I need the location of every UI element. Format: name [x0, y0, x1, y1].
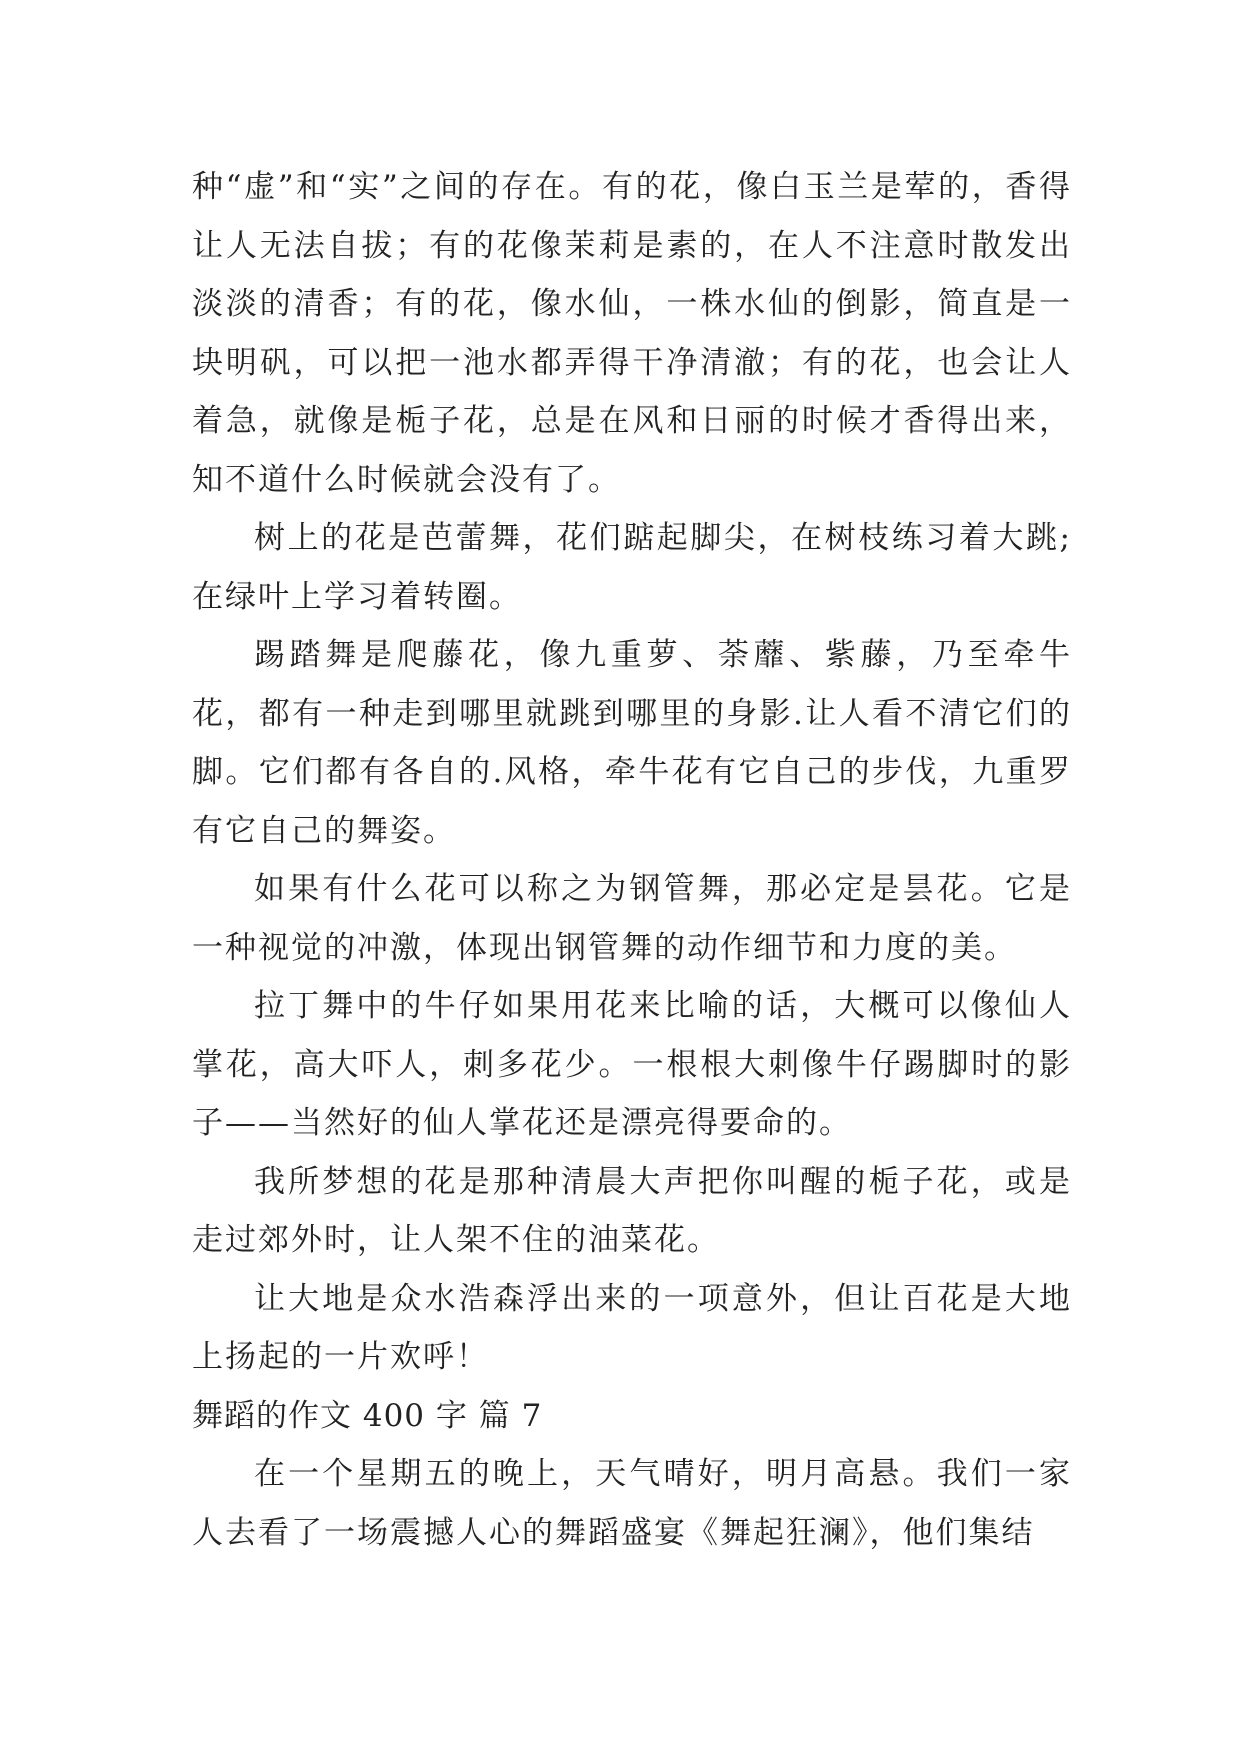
- document-page: [192, 158, 1072, 1562]
- paragraph-dream-flower: 我所梦想的花是那种清晨大声把你叫醒的栀子花，或是走过郊外时，让人架不住的油菜花。: [192, 1163, 1072, 1258]
- paragraph-latin-dance: 拉丁舞中的牛仔如果用花来比喻的话，大概可以像仙人掌花，高大吓人，刺多花少。一根根大刺像牛仔踢脚时的影子——当然好的仙人掌花还是漂亮得要命的。: [192, 988, 1072, 1141]
- paragraph-continuation: 种“虚”和“实”之间的存在。有的花，像白玉兰是荤的，香得让人无法自拔；有的花像茉莉是素的，在人不注意时散发出淡淡的清香；有的花，像水仙，一株水仙的倒影，简直是一块明矾，可以把一池水都弄得干净清澈；有的花，也会让人着急，就像是栀子花，总是在风和日丽的时候才香得出来，知不道什么时候就会没有了。: [192, 169, 1072, 498]
- section-heading: 舞蹈的作文 400 字 篇 7: [192, 1397, 543, 1434]
- paragraph-closing: 让大地是众水浩森浮出来的一项意外，但让百花是大地上扬起的一片欢呼！: [192, 1280, 1072, 1375]
- paragraph-pole-dance: 如果有什么花可以称之为钢管舞，那必定是昙花。它是一种视觉的冲激，体现出钢管舞的动作细节和力度的美。: [192, 871, 1072, 966]
- paragraph-tap-dance: 踢踏舞是爬藤花，像九重萝、荼蘼、紫藤，乃至牵牛花，都有一种走到哪里就跳到哪里的身影.让人看不清它们的脚。它们都有各自的.风格，牵牛花有它自己的步伐，九重罗有它自己的舞姿。: [192, 637, 1072, 849]
- paragraph-essay-7-start: 在一个星期五的晚上，天气晴好，明月高悬。我们一家人去看了一场震撼人心的舞蹈盛宴《舞起狂澜》，他们集结: [192, 1456, 1072, 1551]
- paragraph-ballet: 树上的花是芭蕾舞，花们踮起脚尖，在树枝练习着大跳;在绿叶上学习着转圈。: [192, 520, 1072, 615]
